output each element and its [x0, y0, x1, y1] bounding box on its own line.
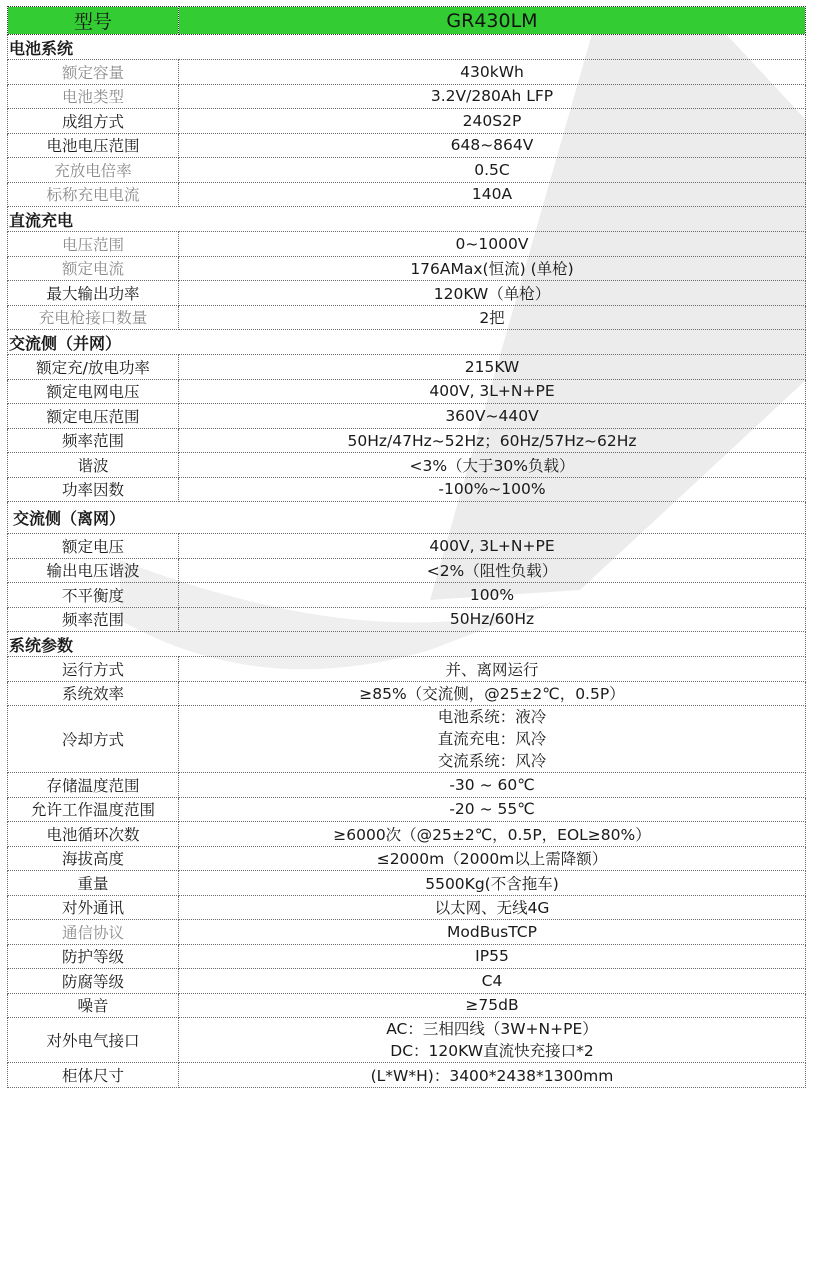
model-value: GR430LM [179, 7, 806, 35]
spec-value [179, 657, 806, 682]
spec-row [8, 895, 806, 920]
spec-value-line: 50Hz/47Hz~52Hz；60Hz/57Hz~62Hz [347, 432, 637, 451]
spec-row [8, 281, 806, 306]
spec-value-line: C4 [481, 971, 503, 990]
model-label: 型号 [8, 7, 179, 35]
spec-label: 谐波 [8, 453, 179, 478]
spec-value [179, 773, 806, 798]
spec-row [8, 871, 806, 896]
spec-value-line: -100%~100% [438, 480, 546, 499]
spec-label: 额定充/放电功率 [8, 355, 179, 380]
spec-value [179, 182, 806, 207]
spec-value [179, 993, 806, 1018]
spec-value-line: 140A [471, 185, 513, 204]
spec-value [179, 477, 806, 502]
spec-row [8, 109, 806, 134]
spec-label: 充电枪接口数量 [8, 305, 179, 330]
spec-label: 频率范围 [8, 607, 179, 632]
spec-value [179, 379, 806, 404]
spec-value-line: 直流充电：风冷 [437, 730, 547, 748]
spec-value [179, 558, 806, 583]
spec-label: 存储温度范围 [8, 773, 179, 798]
spec-value [179, 281, 806, 306]
spec-label: 允许工作温度范围 [8, 797, 179, 822]
spec-value-line: 100% [469, 585, 515, 604]
spec-value-line: ≥85%（交流侧，@25±2℃，0.5P） [359, 685, 625, 704]
spec-value [179, 453, 806, 478]
spec-label: 额定电压范围 [8, 404, 179, 429]
spec-row [8, 428, 806, 453]
spec-row [8, 355, 806, 380]
spec-row [8, 558, 806, 583]
section-header-row [8, 632, 806, 657]
spec-value [179, 534, 806, 559]
spec-value [179, 607, 806, 632]
spec-value-line: 176AMax(恒流) (单枪) [410, 260, 574, 279]
spec-value-line: 360V~440V [445, 406, 539, 425]
spec-row [8, 379, 806, 404]
spec-value-line: 交流系统：风冷 [437, 752, 547, 770]
spec-value-line: ≥75dB [465, 996, 519, 1015]
spec-value [179, 944, 806, 969]
spec-value [179, 158, 806, 183]
spec-value-line: 240S2P [462, 111, 522, 130]
spec-value-line: 400V, 3L+N+PE [429, 536, 555, 555]
section-title: 交流侧（并网） [8, 330, 806, 355]
spec-value [179, 706, 806, 773]
section-title: 电池系统 [8, 35, 806, 60]
spec-value [179, 60, 806, 85]
spec-label: 额定电压 [8, 534, 179, 559]
spec-value-line: AC：三相四线（3W+N+PE） [386, 1020, 598, 1038]
spec-value [179, 969, 806, 994]
spec-row [8, 305, 806, 330]
spec-row [8, 534, 806, 559]
spec-value-line: -20 ~ 55℃ [449, 800, 535, 819]
spec-label: 额定电网电压 [8, 379, 179, 404]
spec-row [8, 773, 806, 798]
spec-value [179, 133, 806, 158]
spec-value-line: ≥6000次（@25±2℃，0.5P，EOL≥80%） [333, 825, 651, 844]
section-title: 系统参数 [8, 632, 806, 657]
spec-value-line: 以太网、无线4G [434, 899, 550, 918]
spec-label: 标称充电电流 [8, 182, 179, 207]
section-header-row [8, 207, 806, 232]
spec-value-line: (L*W*H)：3400*2438*1300mm [370, 1066, 614, 1085]
spec-value-line: <2%（阻性负载） [426, 562, 558, 581]
spec-value [179, 1018, 806, 1063]
spec-value-line: 2把 [479, 309, 505, 328]
spec-label: 重量 [8, 871, 179, 896]
spec-label: 柜体尺寸 [8, 1063, 179, 1088]
spec-label: 不平衡度 [8, 583, 179, 608]
spec-row [8, 404, 806, 429]
section-header-row [8, 502, 806, 534]
spec-label: 对外电气接口 [8, 1018, 179, 1063]
spec-row [8, 846, 806, 871]
spec-label: 最大输出功率 [8, 281, 179, 306]
spec-row [8, 681, 806, 706]
spec-value-line: 5500Kg(不含拖车) [425, 874, 559, 893]
spec-value-line: <3%（大于30%负载） [409, 456, 575, 475]
spec-value-line: 648~864V [450, 136, 534, 155]
spec-value-line: 3.2V/280Ah LFP [430, 87, 554, 106]
spec-row [8, 182, 806, 207]
spec-label: 海拔高度 [8, 846, 179, 871]
spec-label: 电池电压范围 [8, 133, 179, 158]
spec-row [8, 797, 806, 822]
spec-row [8, 706, 806, 773]
spec-value-line: 120KW（单枪） [433, 284, 551, 303]
spec-value-line: DC：120KW直流快充接口*2 [390, 1042, 594, 1060]
spec-value [179, 84, 806, 109]
spec-row [8, 993, 806, 1018]
spec-row [8, 969, 806, 994]
spec-label: 频率范围 [8, 428, 179, 453]
spec-row [8, 60, 806, 85]
spec-value-line: 并、离网运行 [445, 660, 539, 679]
spec-row [8, 477, 806, 502]
spec-value-line: -30 ~ 60℃ [449, 775, 535, 794]
spec-value [179, 1063, 806, 1088]
spec-row [8, 232, 806, 257]
spec-value [179, 404, 806, 429]
spec-row [8, 583, 806, 608]
spec-table [7, 6, 806, 1088]
spec-label: 系统效率 [8, 681, 179, 706]
model-header-row [8, 7, 806, 35]
spec-label: 电池类型 [8, 84, 179, 109]
spec-value [179, 583, 806, 608]
section-title: 直流充电 [8, 207, 806, 232]
spec-label: 额定电流 [8, 256, 179, 281]
spec-label: 防腐等级 [8, 969, 179, 994]
spec-value [179, 846, 806, 871]
spec-row [8, 453, 806, 478]
spec-value [179, 305, 806, 330]
spec-row [8, 944, 806, 969]
spec-value-line: 0~1000V [455, 234, 529, 253]
spec-row [8, 657, 806, 682]
spec-value-line: 400V, 3L+N+PE [429, 382, 555, 401]
spec-row [8, 84, 806, 109]
spec-value [179, 109, 806, 134]
spec-value-line: ≤2000m（2000m以上需降额） [376, 850, 608, 869]
spec-value [179, 797, 806, 822]
spec-table-body [8, 7, 806, 1088]
spec-label: 充放电倍率 [8, 158, 179, 183]
spec-row [8, 1063, 806, 1088]
spec-label: 噪音 [8, 993, 179, 1018]
spec-row [8, 1018, 806, 1063]
spec-label: 功率因数 [8, 477, 179, 502]
spec-row [8, 256, 806, 281]
spec-label: 对外通讯 [8, 895, 179, 920]
spec-row [8, 133, 806, 158]
spec-row [8, 920, 806, 945]
spec-value-line: 430kWh [460, 62, 524, 81]
spec-label: 成组方式 [8, 109, 179, 134]
spec-value [179, 871, 806, 896]
section-header-row [8, 35, 806, 60]
spec-row [8, 607, 806, 632]
spec-value-line: IP55 [475, 947, 509, 966]
spec-label: 通信协议 [8, 920, 179, 945]
spec-value [179, 822, 806, 847]
spec-label: 运行方式 [8, 657, 179, 682]
spec-value [179, 355, 806, 380]
spec-label: 冷却方式 [8, 706, 179, 773]
spec-value-line: 215KW [464, 357, 520, 376]
spec-label: 输出电压谐波 [8, 558, 179, 583]
spec-value-line: 0.5C [474, 160, 510, 179]
spec-value [179, 256, 806, 281]
section-title: 交流侧（离网） [8, 502, 806, 534]
spec-row [8, 158, 806, 183]
section-header-row [8, 330, 806, 355]
spec-value [179, 681, 806, 706]
spec-label: 额定容量 [8, 60, 179, 85]
spec-value-line: 电池系统：液冷 [437, 708, 547, 726]
spec-value [179, 232, 806, 257]
spec-label: 电池循环次数 [8, 822, 179, 847]
spec-label: 防护等级 [8, 944, 179, 969]
spec-value-line: ModBusTCP [447, 922, 537, 941]
spec-row [8, 822, 806, 847]
spec-value [179, 895, 806, 920]
spec-label: 电压范围 [8, 232, 179, 257]
spec-value [179, 428, 806, 453]
spec-value-line: 50Hz/60Hz [449, 610, 535, 629]
spec-value [179, 920, 806, 945]
